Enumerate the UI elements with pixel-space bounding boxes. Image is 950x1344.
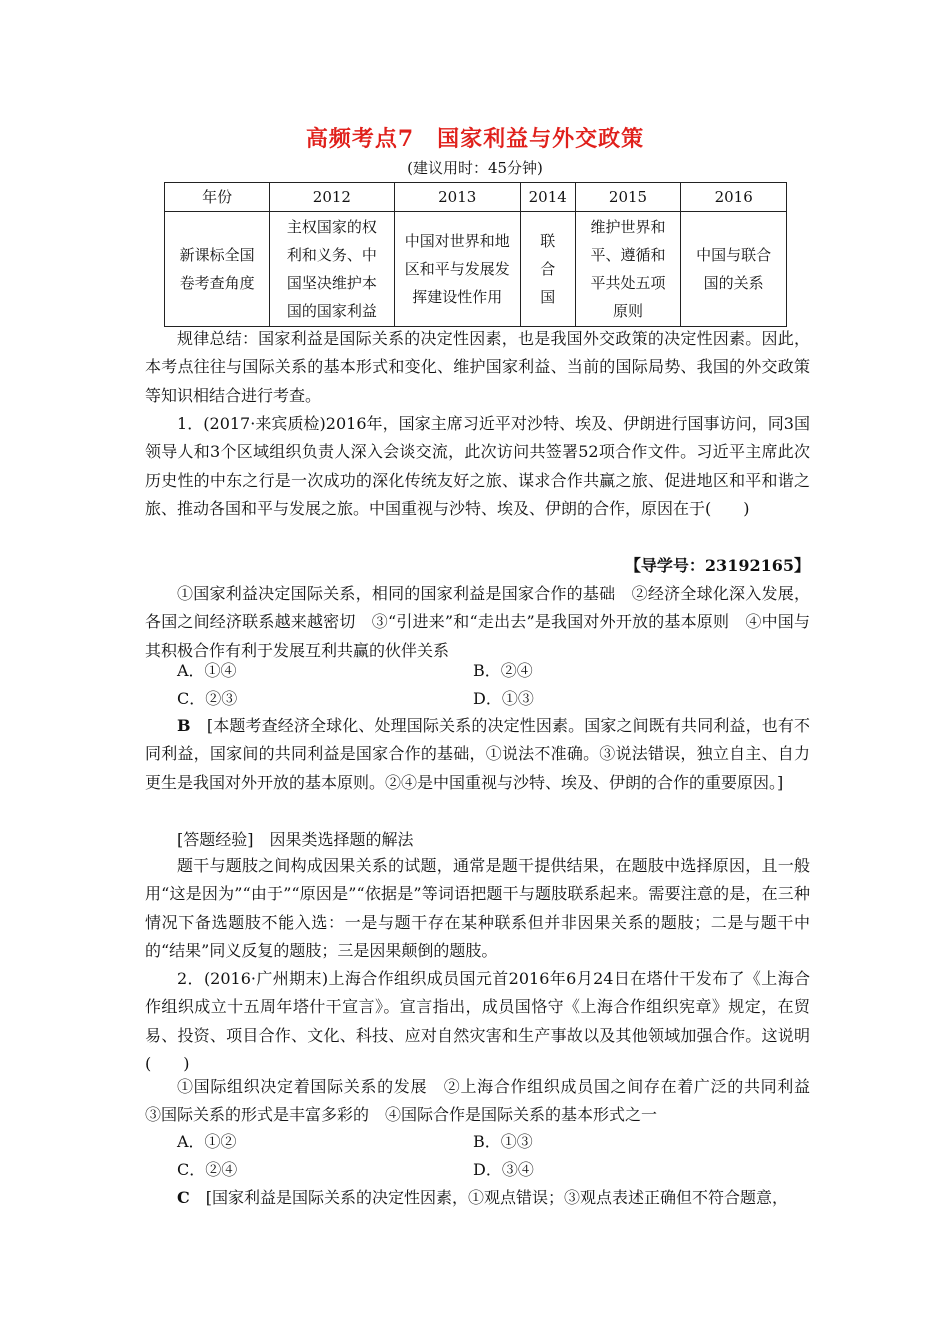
table-cell: 联合国: [520, 212, 575, 327]
answer-explanation: [本题考查经济全球化、处理国际关系的决定性因素。国家之间既有共同利益，也有不同利益，国家间的共同利益是国家合作的基础，①说法不准确。③说法错误，独立自主、自力更生是我国对外开放的基本原则。②④是中国重视与沙特、埃及、伊朗的合作的重要原因。]: [145, 716, 810, 792]
table-header-cell: 2013: [394, 183, 520, 212]
question-1-stem: 1．(2017·来宾质检)2016年，国家主席习近平对沙特、埃及、伊朗进行国事访问，同3国领导人和3个区域组织负责人深入会谈交流，此次访问共签署52项合作文件。习近平主席此次历史性的中东之行是一次成功的深化传统友好之旅、谋求合作共赢之旅、促进地区和平和谐之旅、推动各国和平与发展之旅。中国重视与沙特、埃及、伊朗的合作，原因在于( ): [145, 414, 810, 519]
question-2-items: ①国际组织决定着国际关系的发展 ②上海合作组织成员国之间存在着广泛的共同利益 ③国际关系的形式是丰富多彩的 ④国际合作是国际关系的基本形式之一: [145, 1077, 827, 1125]
option-c: C．②④: [177, 1160, 238, 1179]
table-row: [165, 212, 787, 327]
table-header-cell: 年份: [165, 183, 270, 212]
option-a: A．①②: [177, 1132, 237, 1151]
table-header-cell: 2015: [575, 183, 681, 212]
suggested-time: (建议用时：45分钟): [407, 159, 543, 177]
exam-angle-table: [164, 182, 787, 327]
pattern-summary: 规律总结：国家利益是国际关系的决定性因素，也是我国外交政策的决定性因素。因此，本考点往往与国际关系的基本形式和变化、维护国家利益、当前的国际局势、我国的外交政策等知识相结合进行考查。: [145, 329, 810, 405]
option-b: B．①③: [473, 1132, 533, 1151]
question-2-stem: 2．(2016·广州期末)上海合作组织成员国元首2016年6月24日在塔什干发布了《上海合作组织成立十五周年塔什干宣言》。宣言指出，成员国恪守《上海合作组织宪章》规定，在贸易、投资、项目合作、文化、科技、应对自然灾害和生产事故以及其他领域加强合作。这说明( ): [145, 969, 810, 1074]
guide-number: 【导学号：23192165】: [624, 556, 810, 575]
answer-letter: B: [177, 716, 191, 735]
table-cell: 主权国家的权利和义务、中国坚决维护本国的国家利益: [270, 212, 395, 327]
answer-letter: C: [177, 1188, 190, 1207]
option-b: B．②④: [473, 661, 533, 680]
option-d: D．③④: [473, 1160, 534, 1179]
option-c: C．②③: [177, 689, 238, 708]
table-header-cell: 2016: [681, 183, 787, 212]
table-header-row: [165, 183, 787, 212]
experience-heading: [答题经验] 因果类选择题的解法: [177, 830, 414, 849]
option-d: D．①③: [473, 689, 534, 708]
table-cell: 维护世界和平、遵循和平共处五项原则: [575, 212, 681, 327]
question-2-answer: [145, 1184, 810, 1212]
table-header-cell: 2014: [520, 183, 575, 212]
table-cell: 中国对世界和地区和平与发展发挥建设性作用: [394, 212, 520, 327]
page-title: 高频考点7 国家利益与外交政策: [305, 126, 645, 152]
question-1-items: ①国家利益决定国际关系，相同的国家利益是国家合作的基础 ②经济全球化深入发展，各国之间经济联系越来越密切 ③“引进来”和“走出去”是我国对外开放的基本原则 ④中国与其积极合作有利于发展互利共赢的伙伴关系: [145, 584, 810, 660]
table-cell: 中国与联合国的关系: [681, 212, 787, 327]
answer-explanation: [国家利益是国际关系的决定性因素，①观点错误；③观点表述正确但不符合题意，: [205, 1188, 788, 1207]
experience-body: 题干与题肢之间构成因果关系的试题，通常是题干提供结果，在题肢中选择原因，且一般用“这是因为”“由于”“原因是”“依据是”等词语把题干与题肢联系起来。需要注意的是，在三种情况下备选题肢不能入选：一是与题干存在某种联系但并非因果关系的题肢；二是与题干中的“结果”同义反复的题肢；三是因果颠倒的题肢。: [145, 856, 810, 961]
table-cell: 新课标全国卷考查角度: [165, 212, 270, 327]
question-1-answer: [145, 712, 810, 797]
option-a: A．①④: [177, 661, 237, 680]
table-header-cell: 2012: [270, 183, 395, 212]
